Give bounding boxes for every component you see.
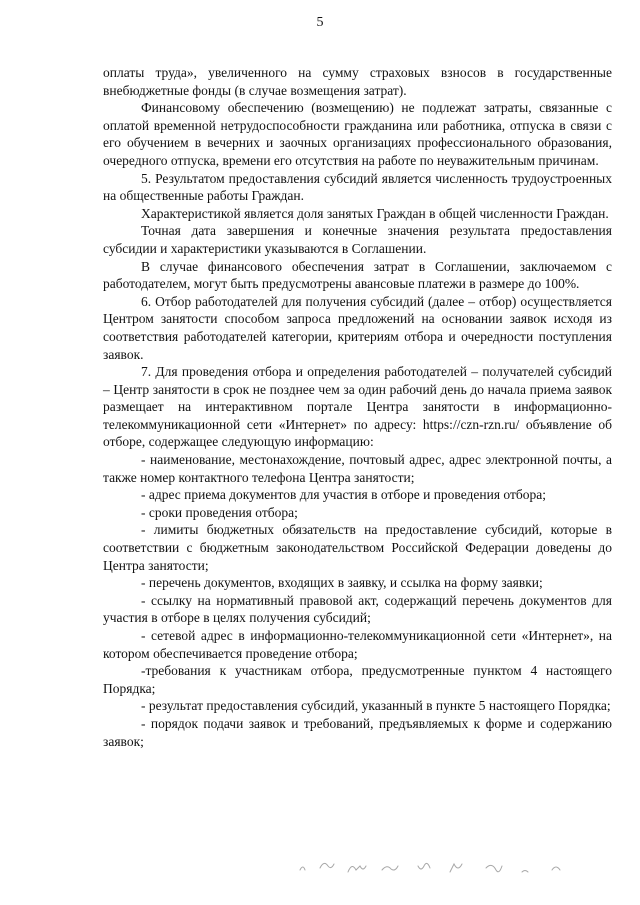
paragraph: 6. Отбор работодателей для получения субсидий (далее – отбор) осуществляется Центром занятости способом запроса предложений на основании заявок исходя из соответствия работодателей категории, критериям отбора и очередности поступления заявок. bbox=[103, 293, 612, 362]
paragraph: 7. Для проведения отбора и определения работодателей – получателей субсидий – Центр занятости в срок не позднее чем за один рабочий день до начала приема заявок размещает на интерактивном портале Центра занятости в информационно-телекоммуникационной сети «Интернет» по адресу: https://czn-rzn.ru/ объявление об отборе, содержащее следующую информацию: bbox=[103, 364, 612, 450]
list-item: - сетевой адрес в информационно-телекоммуникационной сети «Интернет», на котором обеспечивается проведение отбора; bbox=[103, 628, 612, 661]
list-item: - порядок подачи заявок и требований, предъявляемых к форме и содержанию заявок; bbox=[103, 715, 612, 749]
paragraph: Финансовому обеспечению (возмещению) не подлежат затраты, связанные с оплатой временной нетрудоспособности гражданина или работника, отпуска в связи с его обучением в вечерних и заочных организациях профессионального образования, очередного отпуска, времени его отсутствия на работе по неуважительным причинам. bbox=[103, 100, 612, 168]
signature-scribble-icon bbox=[290, 846, 590, 886]
paragraph: Точная дата завершения и конечные значения результата предоставления субсидии и характеристики указываются в Соглашении. bbox=[103, 223, 612, 256]
page-number: 5 bbox=[316, 15, 324, 30]
document-body bbox=[103, 64, 612, 750]
list-item: - сроки проведения отбора; bbox=[141, 504, 298, 520]
paragraph: 5. Результатом предоставления субсидий является численность трудоустроенных на общественные работы Граждан. bbox=[103, 170, 612, 204]
handwritten-signature bbox=[290, 846, 590, 886]
paragraph: оплаты труда», увеличенного на сумму страховых взносов в государственные внебюджетные фонды (в случае возмещения затрат). bbox=[103, 65, 612, 98]
paragraph: В случае финансового обеспечения затрат в Соглашении, заключаемом с работодателем, могут быть предусмотрены авансовые платежи в размере до 100%. bbox=[103, 258, 612, 292]
list-item: -требования к участникам отбора, предусмотренные пунктом 4 настоящего Порядка; bbox=[103, 663, 612, 696]
list-item: - лимиты бюджетных обязательств на предоставление субсидий, которые в соответствии с бюджетным законодательством Российской Федерации доведены до Центра занятости; bbox=[103, 522, 612, 573]
list-item: - наименование, местонахождение, почтовый адрес, адрес электронной почты, а также номер контактного телефона Центра занятости; bbox=[103, 452, 612, 485]
list-item: - адрес приема документов для участия в отборе и проведения отбора; bbox=[141, 487, 547, 503]
paragraph: Характеристикой является доля занятых Граждан в общей численности Граждан. bbox=[141, 205, 609, 221]
list-item: - перечень документов, входящих в заявку, и ссылка на форму заявки; bbox=[141, 575, 543, 591]
list-item: - ссылку на нормативный правовой акт, содержащий перечень документов для участия в отборе в целях получения субсидий; bbox=[103, 592, 612, 626]
list-item: - результат предоставления субсидий, указанный в пункте 5 настоящего Порядка; bbox=[141, 698, 611, 714]
